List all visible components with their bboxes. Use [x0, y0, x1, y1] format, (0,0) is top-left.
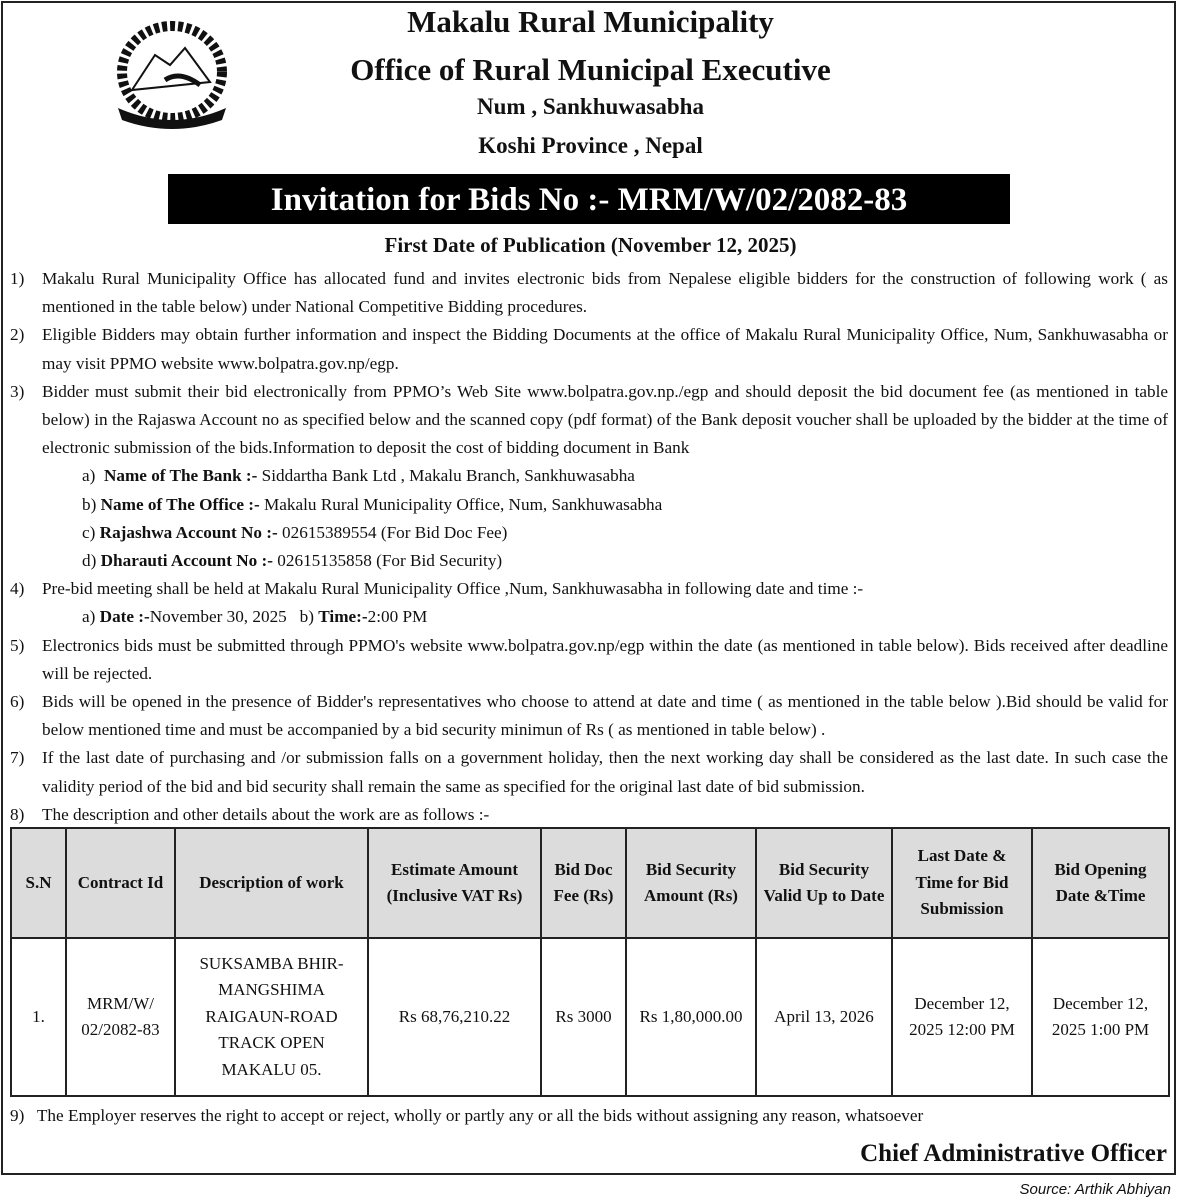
notice-body — [10, 265, 1168, 829]
col-header: Last Date & Time for Bid Submission — [892, 828, 1032, 938]
clause-7 — [10, 744, 1168, 800]
clause-text: Makalu Rural Municipality Office has allocated fund and invites electronic bids from Nepalese eligible bidders for the construction of following work ( as mentioned in the table below) under National Competitive Bidding procedures. — [42, 269, 1168, 317]
bid-notice-title: Invitation for Bids No :- MRM/W/02/2082-83 — [168, 174, 1010, 224]
office-location: Num , Sankhuwasabha — [477, 94, 704, 119]
detail-key: Dharauti Account No :- — [100, 551, 273, 571]
detail-prefix: b) — [299, 607, 314, 627]
clause-text: Pre-bid meeting shall be held at Makalu Rural Municipality Office ,Num, Sankhuwasabha in following date and time :- — [42, 579, 864, 599]
cell-bid-security: Rs 1,80,000.00 — [626, 938, 756, 1096]
detail-key: Rajashwa Account No :- — [99, 522, 278, 542]
bank-detail — [10, 547, 1168, 575]
clause-text: Eligible Bidders may obtain further information and inspect the Bidding Documents at the office of Makalu Rural Municipality Office, Num, Sankhuwasabha or may visit PPMO website www.bolpatra.gov.np/egp. — [42, 325, 1168, 373]
clause-number: 1) — [10, 269, 25, 288]
cell-sn: 1. — [11, 938, 66, 1096]
detail-prefix: a) — [82, 466, 96, 486]
clause-text: The Employer reserves the right to accept or reject, wholly or partly any or all the bids without assigning any reason, whatsoever — [36, 1106, 924, 1125]
clause-number: 7) — [10, 748, 25, 768]
clause-2 — [10, 321, 1168, 377]
work-details-table — [10, 827, 1170, 1097]
detail-key: Name of The Office :- — [100, 494, 260, 514]
municipality-name: Makalu Rural Municipality — [407, 4, 774, 39]
office-province: Koshi Province , Nepal — [478, 133, 703, 158]
cell-submission-deadline: December 12, 2025 12:00 PM — [892, 938, 1032, 1096]
clause-number: 4) — [10, 579, 25, 599]
clause-text: Bidder must submit their bid electronically from PPMO’s Web Site www.bolpatra.gov.np./egp and should deposit the bid document fee (as mentioned in table below) in the Rajaswa Account no as specified below and the scanned copy (pdf format) of the Bank deposit voucher shall be uploaded by the bidder at the time of electronic submission of the bids.Information to deposit the cost of bidding document in Bank — [42, 381, 1168, 458]
prebid-time: 2:00 PM — [367, 607, 428, 627]
date-key: Date :- — [99, 607, 150, 627]
clause-number: 6) — [10, 692, 25, 712]
time-key: Time:- — [318, 607, 368, 627]
prebid-detail — [10, 603, 1168, 631]
detail-value: 02615135858 (For Bid Security) — [272, 551, 503, 571]
clause-number: 3) — [10, 381, 25, 401]
col-header: Bid Security Amount (Rs) — [626, 828, 756, 938]
bank-detail — [10, 491, 1168, 519]
source-credit: Source: Arthik Abhiyan — [1019, 1181, 1171, 1198]
cell-description: SUKSAMBA BHIR-MANGSHIMA RAIGAUN-ROAD TRACK OPEN MAKALU 05. — [175, 938, 368, 1096]
detail-prefix: c) — [82, 522, 96, 542]
signatory-title: Chief Administrative Officer — [860, 1140, 1167, 1167]
detail-value: Siddartha Bank Ltd , Makalu Branch, Sankhuwasabha — [257, 466, 635, 486]
col-header: S.N — [11, 828, 66, 938]
cell-contract-id: MRM/W/ 02/2082-83 — [66, 938, 175, 1096]
cell-doc-fee: Rs 3000 — [541, 938, 626, 1096]
bank-detail — [10, 519, 1168, 547]
clause-4 — [10, 575, 1168, 603]
detail-prefix: b) — [82, 494, 97, 514]
clause-1 — [10, 265, 1168, 321]
clause-number: 5) — [10, 635, 25, 655]
detail-prefix: d) — [82, 551, 97, 571]
clause-9 — [10, 1106, 923, 1126]
col-header: Bid Security Valid Up to Date — [756, 828, 892, 938]
clause-number: 8) — [10, 804, 25, 824]
clause-text: Electronics bids must be submitted through PPMO's website www.bolpatra.gov.np/egp within the date (as mentioned in table below). Bids received after deadline will be rejected. — [42, 635, 1168, 683]
bank-detail — [10, 462, 1168, 490]
table-row — [11, 938, 1169, 1096]
clause-8 — [10, 801, 1168, 829]
table-header-row — [11, 828, 1169, 938]
col-header: Estimate Amount (Inclusive VAT Rs) — [368, 828, 541, 938]
detail-value: 02615389554 (For Bid Doc Fee) — [277, 522, 508, 542]
clause-3 — [10, 378, 1168, 463]
clause-5 — [10, 632, 1168, 688]
col-header: Description of work — [175, 828, 368, 938]
clause-number: 9) — [10, 1106, 25, 1125]
cell-opening-date: December 12, 2025 1:00 PM — [1032, 938, 1169, 1096]
clause-text: If the last date of purchasing and /or submission falls on a government holiday, then the next working day shall be considered as the last date. In such case the validity period of the bid and bid security shall remain the same as specified for the original last date of bid submission. — [42, 748, 1168, 796]
clause-6 — [10, 688, 1168, 744]
cell-estimate: Rs 68,76,210.22 — [368, 938, 541, 1096]
clause-number: 2) — [10, 325, 25, 345]
clause-text: Bids will be opened in the presence of Bidder's representatives who choose to attend at date and time ( as mentioned in the table below ).Bid should be valid for below mentioned time and must be accompanied by a bid security minimun of Rs ( as mentioned in table below) . — [42, 692, 1168, 740]
prebid-date: November 30, 2025 — [149, 607, 287, 627]
clause-text: The description and other details about the work are as follows :- — [42, 804, 490, 824]
office-name: Office of Rural Municipal Executive — [350, 52, 831, 87]
cell-security-valid: April 13, 2026 — [756, 938, 892, 1096]
detail-value: Makalu Rural Municipality Office, Num, Sankhuwasabha — [259, 494, 663, 514]
publication-date: First Date of Publication (November 12, 2025) — [384, 233, 797, 257]
detail-key: Name of The Bank :- — [103, 466, 258, 486]
detail-prefix: a) — [82, 607, 96, 627]
col-header: Contract Id — [66, 828, 175, 938]
col-header: Bid Opening Date &Time — [1032, 828, 1169, 938]
col-header: Bid Doc Fee (Rs) — [541, 828, 626, 938]
